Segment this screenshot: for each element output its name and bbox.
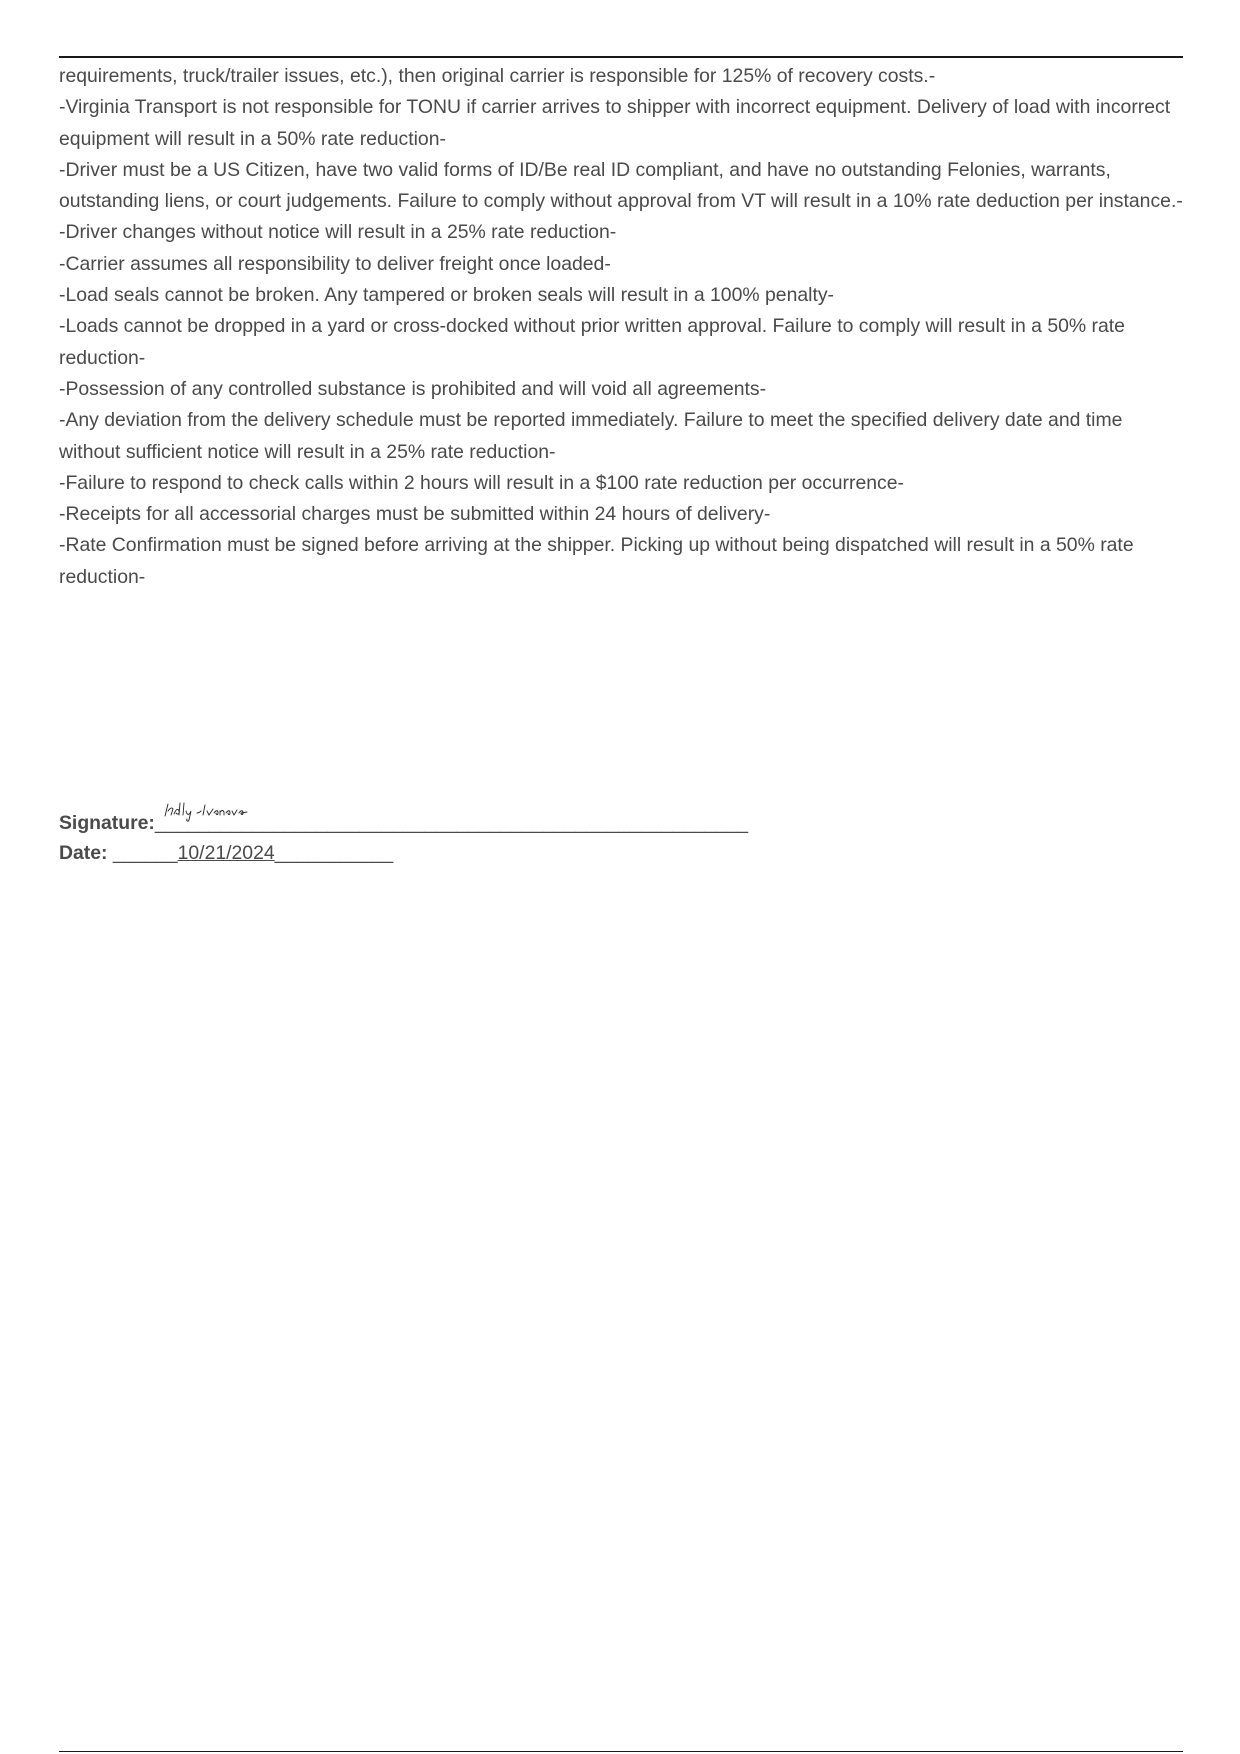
date-value: 10/21/2024 xyxy=(177,842,275,864)
date-label: Date: xyxy=(59,842,108,864)
term-item: -Driver changes without notice will result in a 25% rate reduction- xyxy=(59,221,617,244)
term-item: -Possession of any controlled substance is prohibited and will void all agreements- xyxy=(59,377,767,400)
term-item: -Load seals cannot be broken. Any tampered or broken seals will result in a 100% penalty- xyxy=(59,284,834,307)
term-item: -Receipts for all accessorial charges must be submitted within 24 hours of delivery- xyxy=(59,503,771,526)
signature-label: Signature: xyxy=(59,812,155,834)
term-item: -Carrier assumes all responsibility to deliver freight once loaded- xyxy=(59,252,611,275)
term-item: -Driver must be a US Citizen, have two valid forms of ID/Be real ID compliant, and have no outstanding Felonies, warrants, outstanding liens, or court judgements. Failure to comply without approval from VT will result in a 10% rate deduction per instance.- xyxy=(59,158,1183,213)
date-line xyxy=(59,838,1183,868)
terms-list xyxy=(59,61,1183,593)
signature-line xyxy=(59,808,1183,838)
date-blank-trail: ___________ xyxy=(274,842,394,864)
date-blank-lead: ______ xyxy=(112,842,178,864)
signature-field xyxy=(155,808,748,838)
term-item: -Loads cannot be dropped in a yard or cross-docked without prior written approval. Failure to comply will result in a 50% rate reduction- xyxy=(59,315,1125,369)
handwritten-signature xyxy=(161,800,257,822)
signature-block xyxy=(59,808,1183,868)
term-item: requirements, truck/trailer issues, etc.), then original carrier is responsible for 125% of recovery costs.- xyxy=(59,65,936,87)
bottom-divider xyxy=(59,1751,1183,1752)
term-item: -Rate Confirmation must be signed before arriving at the shipper. Picking up without being dispatched will result in a 50% rate reduction- xyxy=(59,534,1134,588)
signature-blank: _______________________________________________________ xyxy=(154,812,749,834)
term-item: -Failure to respond to check calls within 2 hours will result in a $100 rate reduction per occurrence- xyxy=(59,471,904,494)
term-item: -Virginia Transport is not responsible for TONU if carrier arrives to shipper with incorrect equipment. Delivery of load with incorrect equipment will result in a 50% rate reduction- xyxy=(59,96,1171,150)
term-item: -Any deviation from the delivery schedule must be reported immediately. Failure to meet the specified delivery date and time without sufficient notice will result in a 25% rate reduction- xyxy=(59,409,1123,463)
top-divider xyxy=(59,56,1183,58)
